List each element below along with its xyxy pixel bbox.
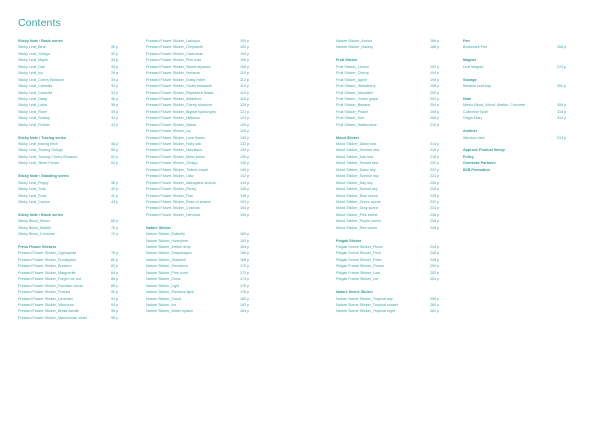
entry-title: Mood Sticker_Sunrise sky bbox=[336, 174, 379, 179]
entry-title: Fruit Sticker_Peach bbox=[336, 109, 369, 114]
contents-section bbox=[18, 212, 123, 238]
section-heading: Approve Product lineup bbox=[463, 148, 505, 153]
entry-page-number: 234 p bbox=[430, 206, 440, 211]
entry-page-number: 42 p bbox=[111, 193, 119, 198]
contents-section bbox=[336, 238, 442, 283]
entry-page-number: 116 p bbox=[240, 90, 249, 95]
entry-title: Pressed Flower Sticker_Freesia bbox=[18, 290, 71, 295]
entry-title: Bookmark Pen bbox=[463, 45, 488, 50]
entry-page-number: 314 p bbox=[557, 135, 567, 140]
entry-page-number: 178 p bbox=[240, 290, 250, 295]
contents-section bbox=[463, 57, 569, 70]
entry-page-number: 54 p bbox=[111, 161, 119, 166]
entry-page-number: 70 p bbox=[111, 225, 119, 230]
contents-section bbox=[336, 38, 442, 51]
entry-page-number: 44 p bbox=[111, 199, 119, 204]
entry-page-number: 102 p bbox=[240, 45, 250, 50]
entry-title: Pressed Flower Sticker_Lavender bbox=[18, 296, 74, 301]
contents-section bbox=[463, 96, 569, 122]
entry-title: Pressed Flower Sticker_Salvia bbox=[146, 122, 197, 127]
entry-page-number: 134 p bbox=[240, 148, 250, 153]
entry-page-number: 224 p bbox=[430, 174, 440, 179]
entry-page-number: 40 p bbox=[111, 187, 119, 192]
entry-page-number: 170 p bbox=[240, 264, 250, 269]
entry-page-number: 72 p bbox=[111, 232, 119, 237]
contents-section bbox=[463, 167, 569, 173]
entry-title: Fruit Sticker_Mandarin bbox=[336, 90, 374, 95]
contents-section bbox=[463, 38, 569, 51]
entry-title: Nature Sticker_Snow bbox=[146, 277, 181, 282]
entry-page-number: 52 p bbox=[111, 154, 119, 159]
entry-title: Pressed Flower Sticker_Eucalyptus bbox=[18, 257, 76, 262]
entry-page-number: 68 p bbox=[111, 219, 119, 224]
entry-page-number: 196 p bbox=[430, 77, 440, 82]
entry-page-number: 110 p bbox=[240, 71, 249, 76]
entry-title: Pidgak Scene Sticker_Park bbox=[336, 251, 381, 256]
entry-page-number: 138 p bbox=[240, 161, 250, 166]
entry-page-number: 204 p bbox=[430, 103, 440, 108]
contents-entry[interactable] bbox=[18, 315, 123, 321]
entry-title: Pressed Flower Sticker_Lace flower bbox=[146, 135, 205, 140]
entry-title: Sticky Leaf_Lotus bbox=[18, 103, 48, 108]
entry-page-number: 84 p bbox=[111, 270, 119, 275]
entry-page-number: 300 p bbox=[557, 84, 567, 89]
entry-page-number: 188 p bbox=[430, 45, 440, 50]
entry-page-number: 206 p bbox=[430, 109, 440, 114]
entry-page-number: 80 p bbox=[111, 257, 119, 262]
entry-page-number: 156 p bbox=[240, 212, 250, 217]
entry-title: Mood Sticker_Sunset sea bbox=[336, 161, 379, 166]
contents-section bbox=[336, 135, 442, 232]
entry-page-number: 140 p bbox=[240, 167, 250, 172]
entry-title: Mood Sticker_Red scene bbox=[336, 225, 378, 230]
entry-title: Pressed Flower Sticker_Forget me not bbox=[18, 277, 81, 282]
entry-page-number: 34 p bbox=[111, 58, 119, 63]
entry-title: Pressed Flower Sticker_Hibiscus bbox=[146, 116, 200, 121]
section-heading: Pidgak Sticker bbox=[336, 238, 362, 243]
entry-title: Nature Sticker_Galaxy bbox=[336, 45, 373, 50]
entry-title: Sticky Leaf_Camellia bbox=[18, 90, 53, 95]
entry-title: Nature Sticker_Seashell bbox=[146, 257, 186, 262]
entry-page-number: 232 p bbox=[430, 199, 440, 204]
entry-page-number: 220 p bbox=[430, 161, 440, 166]
entry-title: Sticky Leaf_Silver Flower bbox=[18, 161, 60, 166]
entry-page-number: 32 p bbox=[111, 84, 119, 89]
entry-page-number: 162 p bbox=[240, 238, 250, 243]
entry-title: Sticky Leaf_Tracing Ginkgo bbox=[18, 148, 63, 153]
entry-title: Sticky Leaf_Ginkgo bbox=[18, 51, 50, 56]
entry-page-number: 88 p bbox=[111, 283, 119, 288]
entry-page-number: 142 p bbox=[240, 174, 250, 179]
entry-page-number: 148 p bbox=[240, 193, 250, 198]
contents-section bbox=[336, 289, 442, 315]
entry-page-number: 34 p bbox=[111, 90, 119, 95]
entry-title: Pressed Flower Sticker_Trident maple bbox=[146, 167, 209, 172]
entry-title: Nature Sticker_Water splash bbox=[146, 309, 193, 314]
entry-page-number: 274 p bbox=[557, 64, 567, 69]
entry-page-number: 112 p bbox=[240, 77, 249, 82]
entry-page-number: 38 p bbox=[111, 180, 119, 185]
entry-title: Pidgak Scene Sticker_River bbox=[336, 257, 382, 262]
entry-title: Nature Sticker_Aurora bbox=[336, 39, 373, 43]
entry-page-number: 182 p bbox=[240, 302, 250, 307]
entry-page-number: 186 p bbox=[430, 39, 440, 43]
entry-title: Mood Sticker_Green scene bbox=[336, 199, 381, 204]
entry-page-number: 100 p bbox=[240, 39, 250, 43]
entry-title: Mood Sticker_Sunset sky bbox=[336, 187, 378, 192]
entry-title: Pressed Flower Sticker_Calendula bbox=[146, 51, 203, 56]
section-heading: Nature Sticker bbox=[146, 225, 172, 230]
section-heading: Sticky Note / Standing series bbox=[18, 174, 69, 179]
entry-title: Sticky Block_Concrete bbox=[18, 232, 55, 237]
entry-title: Nature Sticker_Honeybee bbox=[146, 238, 189, 243]
entry-title: Leaf Magnet bbox=[463, 64, 484, 69]
entry-title: Mood Sticker_Pink scene bbox=[336, 212, 378, 217]
entry-title: Pressed Flower Sticker_Astragalus sinicus bbox=[146, 180, 216, 185]
contents-section bbox=[146, 225, 252, 315]
entry-title: Nature Scene Sticker_Tropical sunset bbox=[336, 302, 398, 307]
contents-entry[interactable] bbox=[336, 308, 442, 314]
entry-title: Pressed Flower Sticker_Hemlock bbox=[146, 212, 201, 217]
entry-page-number: 50 p bbox=[111, 148, 119, 153]
entry-page-number: 96 p bbox=[111, 309, 119, 314]
entry-page-number: 174 p bbox=[240, 277, 250, 282]
entry-page-number: 248 p bbox=[430, 257, 440, 262]
section-heading: Policy bbox=[463, 154, 474, 159]
entry-title: Collective Note bbox=[463, 109, 488, 114]
section-heading: Overseas Partners bbox=[463, 161, 496, 166]
entry-page-number: 226 p bbox=[430, 180, 440, 185]
entry-title: Pressed Flower Sticker_Marguerite bbox=[18, 270, 76, 275]
entry-title: Fruit Sticker_Cherry bbox=[336, 71, 369, 76]
entry-title: Nature Sticker_Snapdragon bbox=[146, 251, 192, 256]
entry-page-number: 192 p bbox=[430, 64, 440, 69]
section-heading: Magnet bbox=[463, 58, 476, 63]
entry-title: Sticky Leaf_Oak bbox=[18, 64, 45, 69]
entry-page-number: 260 p bbox=[430, 302, 440, 307]
entry-title: Nature Sticker_Pine cone bbox=[146, 270, 188, 275]
entry-title: Sticky Block_Wood bbox=[18, 219, 50, 224]
contents-section bbox=[18, 38, 123, 128]
entry-title: Pidgak Frame Sticker_Leaf bbox=[336, 270, 381, 275]
entry-page-number: 208 p bbox=[430, 116, 440, 121]
entry-title: Sticky Leaf_Pebble bbox=[18, 122, 50, 127]
entry-page-number: 38 p bbox=[111, 103, 119, 108]
entry-title: Fruit Sticker_Strawberry bbox=[336, 84, 376, 89]
entry-page-number: 164 p bbox=[240, 245, 250, 249]
entry-title: Pressed Flower Sticker_Cosmos bbox=[146, 206, 200, 211]
entry-title: Banana Leaf tray bbox=[463, 84, 492, 89]
entry-title: Sticky Leaf_Cherry Blossom bbox=[18, 77, 65, 82]
entry-title: Pressed Flower Sticker_Bridal wreath bbox=[18, 309, 80, 314]
entry-page-number: 82 p bbox=[111, 264, 119, 269]
entry-page-number: 172 p bbox=[240, 270, 250, 275]
entry-title: Mood Sticker_Dawn sky bbox=[336, 167, 376, 172]
entry-title: Fruit Sticker_Apple bbox=[336, 77, 368, 82]
contents-column-2 bbox=[146, 38, 252, 315]
entry-page-number: 154 p bbox=[240, 206, 250, 211]
entry-title: Nature Sticker_Gemstone bbox=[146, 264, 189, 269]
entry-title: Sticky Leaf_Scallop bbox=[18, 116, 51, 121]
entry-page-number: 35 p bbox=[111, 64, 119, 69]
entry-title: Window view bbox=[463, 135, 485, 140]
entry-title: Fruit Sticker_Banana bbox=[336, 103, 371, 108]
contents-section bbox=[18, 173, 123, 205]
entry-title: Pressed Flower Sticker_Pink rose bbox=[146, 58, 202, 63]
entry-title: Sticky Leaf_Cactus bbox=[18, 199, 50, 204]
entry-page-number: 198 p bbox=[430, 84, 440, 89]
entry-title: Fruit Sticker_Green grape bbox=[336, 96, 379, 101]
entry-page-number: 124 p bbox=[240, 116, 250, 121]
entry-page-number: 184 p bbox=[240, 309, 250, 314]
entry-title: Sticky Leaf_Rose bbox=[18, 193, 47, 198]
entry-title: Pressed Flower Sticker_Viburnum bbox=[18, 302, 74, 307]
entry-page-number: 194 p bbox=[430, 71, 440, 76]
entry-page-number: 310 p bbox=[557, 109, 567, 114]
entry-title: Pressed Flower Sticker_Gypsophila bbox=[18, 251, 77, 256]
entry-title: Pressed Flower Sticker_Ginkgo bbox=[146, 161, 198, 166]
entry-page-number: 130 p bbox=[240, 135, 250, 140]
contents-section bbox=[18, 135, 123, 167]
section-heading: Press Flower Stickers bbox=[18, 245, 57, 249]
entry-title: Fruit Sticker_Watermelon bbox=[336, 122, 378, 127]
entry-title: Sticky Leaf_Tracing Cherry Blossom bbox=[18, 154, 78, 159]
entry-page-number: 266 p bbox=[557, 45, 567, 50]
entry-page-number: 180 p bbox=[240, 296, 250, 301]
entry-page-number: 160 p bbox=[240, 232, 250, 237]
section-heading: Nature Scene Sticker bbox=[336, 290, 373, 295]
section-heading: Storage bbox=[463, 77, 477, 82]
entry-page-number: 86 p bbox=[111, 277, 119, 282]
section-heading: B2B Promotion bbox=[463, 167, 490, 172]
entry-title: Mood Sticker_Day sea bbox=[336, 154, 374, 159]
entry-title: Nature Scene Sticker_Tropical day bbox=[336, 296, 393, 301]
entry-page-number: 202 p bbox=[430, 96, 440, 101]
entry-page-number: 136 p bbox=[240, 154, 250, 159]
entry-page-number: 94 p bbox=[111, 302, 119, 307]
entry-title: Pressed Flower Sticker_Flax bbox=[146, 193, 193, 198]
entry-title: Mood Sticker_Purple scene bbox=[336, 219, 382, 224]
entry-title: Sticky Leaf_Maple bbox=[18, 58, 49, 63]
contents-section bbox=[18, 244, 123, 321]
section-heading: Pen bbox=[463, 39, 470, 43]
entry-title: Sticky Leaf_Camellia bbox=[18, 84, 53, 89]
entry-page-number: 36 p bbox=[111, 96, 119, 101]
entry-title: Nature Sticker_Cloud bbox=[146, 296, 182, 301]
entry-page-number: 144 p bbox=[240, 180, 250, 185]
entry-page-number: 246 p bbox=[430, 251, 440, 256]
entry-page-number: 108 p bbox=[240, 64, 250, 69]
entry-page-number: 218 p bbox=[430, 154, 440, 159]
entry-page-number: 152 p bbox=[240, 199, 250, 204]
entry-title: Memo Block_Wood, Marble, Concrete bbox=[463, 103, 526, 108]
entry-title: Sticky Leaf_Ivy bbox=[18, 71, 43, 76]
entry-page-number: 118 p bbox=[240, 96, 249, 101]
entry-page-number: 40 p bbox=[111, 109, 119, 114]
entry-title: Sticky Leaf_Daisy bbox=[18, 96, 48, 101]
section-heading: Mood Sticker bbox=[336, 135, 360, 140]
page-title: Contents bbox=[18, 17, 61, 29]
entry-title: Nature Scene Sticker_Tropical night bbox=[336, 309, 395, 314]
entry-title: Pressed Flower Sticker_Fountain clover bbox=[18, 283, 84, 288]
entry-page-number: 106 p bbox=[240, 58, 250, 63]
entry-page-number: 30 p bbox=[111, 45, 119, 50]
entry-title: Pressed Flower Sticker_Larkspur bbox=[146, 39, 201, 43]
entry-page-number: 92 p bbox=[111, 296, 119, 301]
entry-title: Pressed Flower Sticker_Bigleaf hydrangea bbox=[146, 109, 216, 114]
entry-title: Pressed Flower Sticker_Bracken bbox=[18, 264, 72, 269]
entry-page-number: 32 p bbox=[111, 51, 119, 56]
entry-title: Pressed Flower Sticker_Verbena bbox=[146, 71, 200, 76]
entry-title: Sticky Leaf_tracing birch bbox=[18, 142, 59, 146]
entry-page-number: 252 p bbox=[430, 270, 440, 275]
entry-title: Pressed Flower Sticker_Pansy bbox=[146, 187, 197, 192]
section-heading: Fruit Sticker bbox=[336, 58, 358, 63]
entry-page-number: 236 p bbox=[430, 212, 440, 217]
entry-page-number: 122 p bbox=[240, 109, 250, 114]
entry-page-number: 120 p bbox=[240, 103, 250, 108]
entry-page-number: 230 p bbox=[430, 193, 440, 198]
entry-page-number: 308 p bbox=[557, 103, 567, 108]
entry-page-number: 176 p bbox=[240, 283, 250, 288]
entry-title: Sticky Leaf_Birch bbox=[18, 45, 47, 50]
contents-section bbox=[463, 128, 569, 141]
entry-page-number: 90 p bbox=[111, 290, 119, 295]
entry-page-number: 168 p bbox=[240, 257, 250, 262]
entry-title: Sticky Leaf_Rose bbox=[18, 109, 47, 114]
entry-title: Origin Diary bbox=[463, 116, 483, 121]
entry-title: Pressed Flower Sticker_Rose of sharon bbox=[146, 199, 211, 204]
contents-column-1 bbox=[18, 38, 123, 321]
entry-title: Pressed Flower Sticker_Rapeseed flower bbox=[146, 90, 214, 95]
entry-title: Mood Sticker_Day sky bbox=[336, 180, 373, 185]
contents-section bbox=[463, 77, 569, 90]
entry-page-number: 200 p bbox=[430, 90, 440, 95]
entry-title: Pressed Flower Sticker_Lilac bbox=[146, 174, 194, 179]
entry-page-number: 214 p bbox=[430, 142, 440, 146]
entry-title: Pressed Flower Sticker_Chrysanth bbox=[146, 45, 203, 50]
entry-title: Fruit Sticker_Lemon bbox=[336, 64, 369, 69]
entry-title: Mood Sticker_Blue scene bbox=[336, 193, 378, 198]
entry-title: Nature Sticker_Butterfly bbox=[146, 232, 185, 237]
entry-page-number: 98 p bbox=[111, 315, 119, 320]
section-heading: Another bbox=[463, 129, 478, 134]
contents-entry[interactable] bbox=[146, 308, 252, 314]
entry-title: Mood Sticker_Gray scene bbox=[336, 206, 379, 211]
entry-title: Pidgak Scene Sticker_Picnic bbox=[336, 245, 383, 249]
entry-page-number: 30 p bbox=[111, 77, 119, 82]
section-heading: Note bbox=[463, 96, 472, 101]
entry-title: Pressed Flower Sticker_Moss phlox bbox=[146, 154, 205, 159]
entry-page-number: 222 p bbox=[430, 167, 440, 172]
entry-page-number: 228 p bbox=[430, 187, 440, 192]
entry-page-number: 42 p bbox=[111, 116, 119, 121]
entry-page-number: 146 p bbox=[240, 187, 250, 192]
entry-page-number: 262 p bbox=[430, 309, 440, 314]
entry-title: Mood Sticker_Sunrise sea bbox=[336, 148, 380, 153]
entry-title: Pressed Flower Sticker_Manchurian violet bbox=[18, 315, 87, 320]
contents-column-3 bbox=[336, 38, 442, 315]
entry-title: Pidgak Frame Sticker_Flower bbox=[336, 264, 385, 269]
entry-page-number: 126 p bbox=[240, 122, 250, 127]
section-heading: Sticky Note / Tracing series bbox=[18, 135, 66, 140]
entry-page-number: 254 p bbox=[430, 277, 440, 282]
entry-title: Nature Sticker_Amber drop bbox=[146, 245, 191, 249]
entry-page-number: 210 p bbox=[430, 122, 440, 127]
entry-page-number: 258 p bbox=[430, 296, 440, 301]
entry-title: Pressed Flower Sticker_Adiantum bbox=[146, 96, 202, 101]
entry-page-number: 250 p bbox=[430, 264, 440, 269]
entry-page-number: 28 p bbox=[111, 71, 119, 76]
entry-page-number: 240 p bbox=[430, 225, 440, 230]
entry-title: Pressed Flower Sticker_Dusty miller bbox=[146, 77, 206, 82]
entry-page-number: 48 p bbox=[111, 142, 119, 146]
entry-page-number: 44 p bbox=[111, 122, 119, 127]
entry-page-number: 114 p bbox=[240, 84, 249, 89]
section-heading: Sticky Note / Block series bbox=[18, 212, 63, 217]
contents-column-4 bbox=[463, 38, 569, 173]
entry-page-number: 312 p bbox=[557, 116, 567, 121]
entry-title: Nature Sticker_Ice bbox=[146, 302, 177, 307]
entry-title: Pressed Flower Sticker_Sweet alyssum bbox=[146, 64, 211, 69]
entry-title: Fruit Sticker_Kiwi bbox=[336, 116, 365, 121]
entry-page-number: 78 p bbox=[111, 251, 119, 256]
entry-title: Pidgak Frame Sticker_Ice bbox=[336, 277, 379, 282]
entry-title: Pressed Flower Sticker_Narcissus bbox=[146, 148, 203, 153]
entry-page-number: 238 p bbox=[430, 219, 440, 224]
entry-page-number: 216 p bbox=[430, 148, 440, 153]
entry-title: Pressed Flower Sticker_Globe amaranth bbox=[146, 84, 213, 89]
entry-title: Sticky Block_Marble bbox=[18, 225, 52, 230]
entry-title: Pressed Flower Sticker_Holly oak bbox=[146, 142, 202, 146]
entry-page-number: 132 p bbox=[240, 142, 250, 146]
contents-section bbox=[146, 38, 252, 218]
entry-title: Pressed Flower Sticker_Ivy bbox=[146, 129, 191, 134]
entry-title: Nature Sticker_Light bbox=[146, 283, 180, 288]
entry-page-number: 128 p bbox=[240, 129, 250, 134]
entry-title: Pressed Flower Sticker_Cherry blossom bbox=[146, 103, 212, 108]
entry-title: Sticky Leaf_Tulip bbox=[18, 187, 46, 192]
entry-title: Mood Sticker_Dawn sea bbox=[336, 142, 376, 146]
contents-section bbox=[336, 57, 442, 128]
section-heading: Sticky Note / Basic series bbox=[18, 39, 63, 43]
entry-title: Sticky Leaf_Poppy bbox=[18, 180, 49, 185]
entry-page-number: 244 p bbox=[430, 245, 440, 249]
entry-title: Nature Sticker_Rainbow light bbox=[146, 290, 194, 295]
entry-page-number: 104 p bbox=[240, 51, 250, 56]
entry-page-number: 166 p bbox=[240, 251, 250, 256]
